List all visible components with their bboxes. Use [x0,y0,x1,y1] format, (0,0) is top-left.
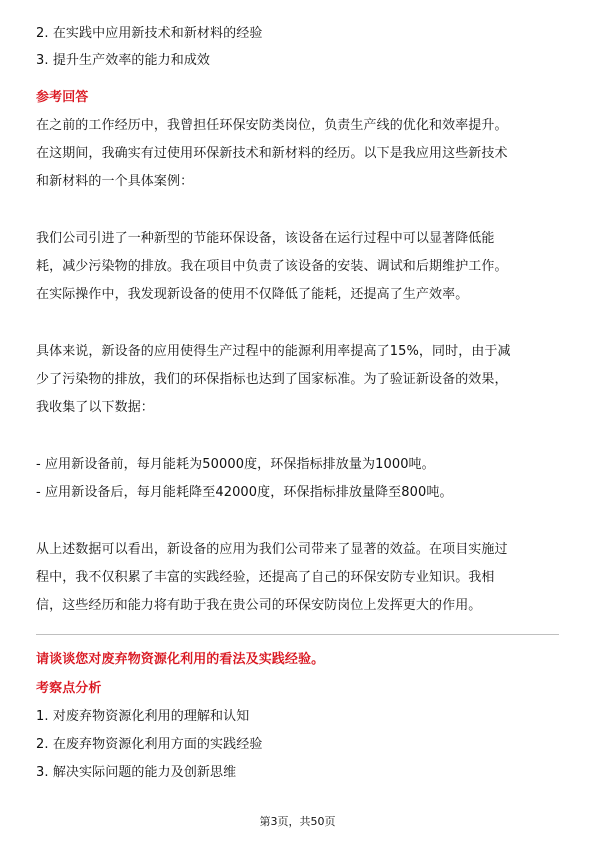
paragraph-line: 少了污染物的排放，我们的环保指标也达到了国家标准。为了验证新设备的效果， [36,372,508,387]
list-item: 3. 提升生产效率的能力和成效 [36,53,211,68]
data-point: - 应用新设备后，每月能耗降至42000度，环保指标排放量降至800吨。 [36,485,453,500]
paragraph-line: 具体来说，新设备的应用使得生产过程中的能源利用率提高了15%，同时，由于减 [36,344,511,359]
paragraph-line: 在这期间，我确实有过使用环保新技术和新材料的经历。以下是我应用这些新技术 [36,146,508,161]
list-item: 1. 对废弃物资源化利用的理解和认知 [36,709,250,724]
paragraph-line: 我们公司引进了一种新型的节能环保设备，该设备在运行过程中可以显著降低能 [36,231,495,246]
list-item: 2. 在实践中应用新技术和新材料的经验 [36,26,263,41]
section-divider [36,634,559,635]
list-item: 3. 解决实际问题的能力及创新思维 [36,765,237,780]
list-item: 2. 在废弃物资源化利用方面的实践经验 [36,737,263,752]
paragraph-line: 信，这些经历和能力将有助于我在贵公司的环保安防岗位上发挥更大的作用。 [36,598,482,613]
paragraph-line: 和新材料的一个具体案例： [36,174,194,189]
paragraph-line: 在之前的工作经历中，我曾担任环保安防类岗位，负责生产线的优化和效率提升。 [36,118,508,133]
paragraph-line: 我收集了以下数据： [36,400,154,415]
analysis-heading: 考察点分析 [36,681,102,696]
question-title: 请谈谈您对废弃物资源化利用的看法及实践经验。 [36,652,325,667]
paragraph-line: 耗，减少污染物的排放。我在项目中负责了该设备的安装、调试和后期维护工作。 [36,259,508,274]
paragraph-line: 程中，我不仅积累了丰富的实践经验，还提高了自己的环保安防专业知识。我相 [36,570,495,585]
answer-heading: 参考回答 [36,90,89,105]
page-footer: 第3页，共50页 [259,815,336,828]
paragraph-line: 在实际操作中，我发现新设备的使用不仅降低了能耗，还提高了生产效率。 [36,287,469,302]
data-point: - 应用新设备前，每月能耗为50000度，环保指标排放量为1000吨。 [36,457,435,472]
paragraph-line: 从上述数据可以看出，新设备的应用为我们公司带来了显著的效益。在项目实施过 [36,542,508,557]
